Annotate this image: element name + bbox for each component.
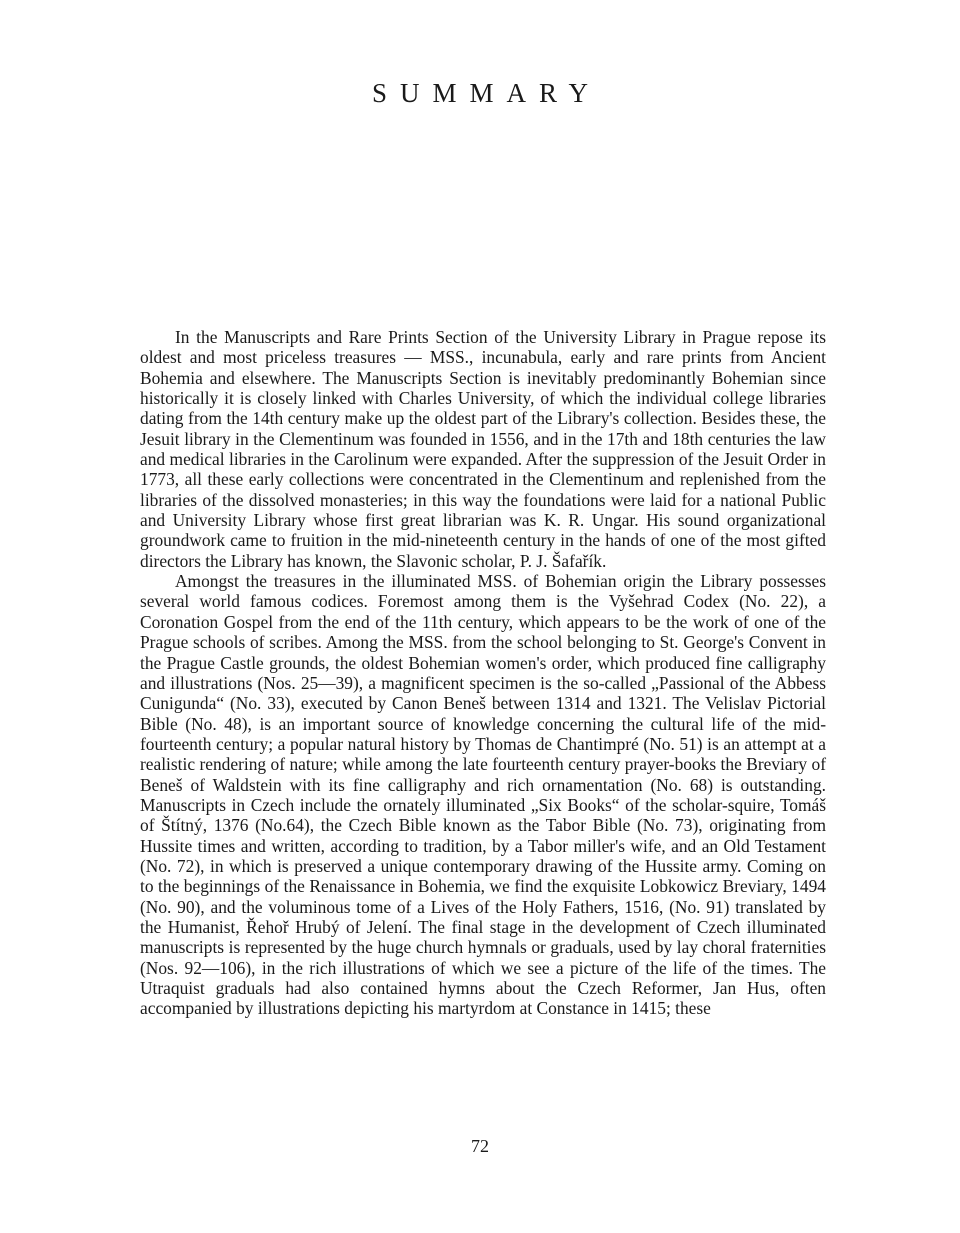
paragraph-library-history: In the Manuscripts and Rare Prints Section of the University Library in Prague repose its oldest and most priceless treasures — MSS., incunabula, early and rare prints from Ancient Bohemia and elsewhere. The Manuscripts Section is inevitably predominantly Bohemian since historically it is closely linked with Charles University, of which the individual college libraries dating from the 14th century make up the oldest part of the Library's collection. Besides these, the Jesuit library in the Clementinum was founded in 1556, and in the 17th and 18th centuries the law and medical libraries in the Carolinum were expanded. After the suppression of the Jesuit Order in 1773, all these early collections were concentrated in the Clementinum and replenished from the libraries of the dissolved monasteries; in this way the foundations were laid for a national Public and University Library whose first great librarian was K. R. Ungar. His sound organizational groundwork came to fruition in the mid-nineteenth century in the hands of one of the most gifted directors the Library has known, the Slavonic scholar, P. J. Šafařík.	[140, 327, 826, 571]
page-number: 72	[471, 1136, 489, 1156]
page-heading: SUMMARY	[371, 78, 602, 108]
paragraph-illuminated-manuscripts: Amongst the treasures in the illuminated MSS. of Bohemian origin the Library possesses several world famous codices. Foremost among them is the Vyšehrad Codex (No. 22), a Coronation Gospel from the end of the 11th century, which appears to be the work of one of the Prague schools of scribes. Among the MSS. from the school belonging to St. George's Convent in the Prague Castle grounds, the oldest Bohemian women's order, which produced fine calligraphy and illustrations (Nos. 25—39), a magnificent specimen is the so-called „Passional of the Abbess Cunigunda“ (No. 33), executed by Canon Beneš between 1314 and 1321. The Velislav Pictorial Bible (No. 48), is an important source of knowledge concerning the cultural life of the mid-fourteenth century; a popular natural history by Thomas de Chantimpré (No. 51) is an attempt at a realistic rendering of nature; while among the late fourteenth century prayer-books the Breviary of Beneš of Waldstein with its fine calligraphy and rich ornamentation (No. 68) is outstanding. Manuscripts in Czech include the ornately illuminated „Six Books“ of the scholar-squire, Tomáš of Štítný, 1376 (No.64), the Czech Bible known as the Tabor Bible (No. 73), originating from Hussite times and written, according to tradition, by a Tabor miller's wife, and an Old Testament (No. 72), in which is preserved a unique contemporary drawing of the Hussite army. Coming on to the beginnings of the Renaissance in Bohemia, we find the exquisite Lobkowicz Breviary, 1494 (No. 90), and the voluminous tome of a Lives of the Holy Fathers, 1516, (No. 91) translated by the Humanist, Řehoř Hrubý of Jelení. The final stage in the development of Czech illuminated manuscripts is represented by the huge church hymnals or graduals, used by lay choral fraternities (Nos. 92—106), in the rich illustrations of which we see a picture of the life of the times. The Utraquist graduals had also contained hymns about the Czech Reformer, Jan Hus, often accompanied by illustrations depicting his martyrdom at Constance in 1415; these	[140, 571, 826, 1019]
body-text	[140, 327, 826, 1019]
